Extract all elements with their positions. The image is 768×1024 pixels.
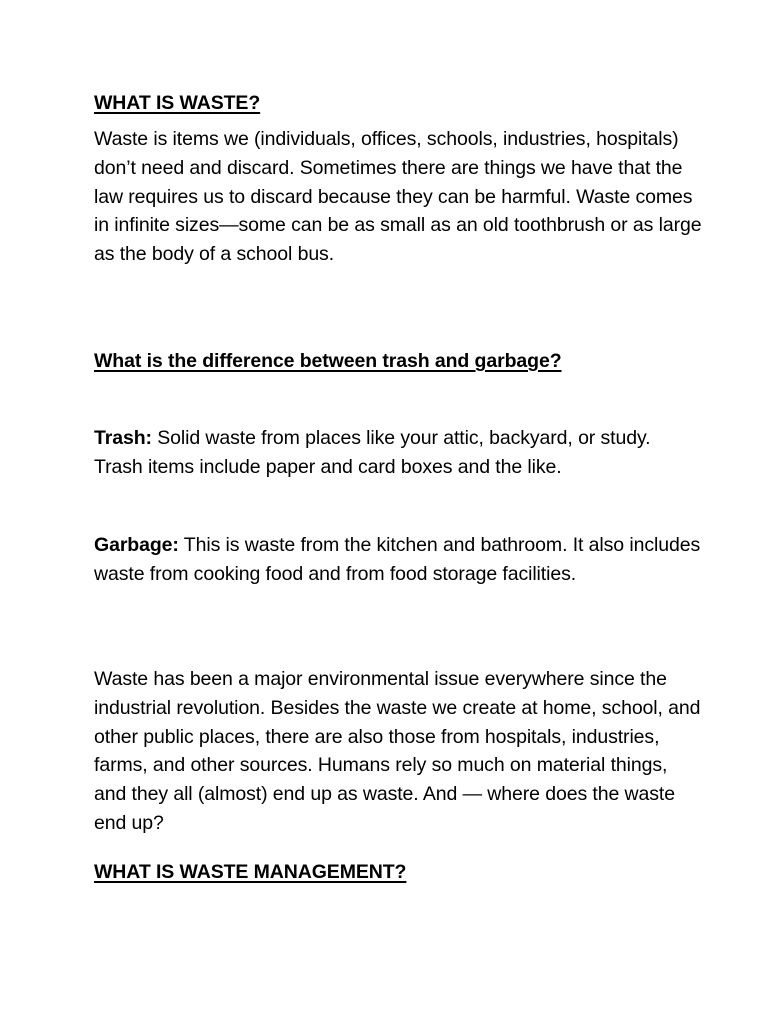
paragraph-waste-definition: Waste is items we (individuals, offices, schools, industries, hospitals) don’t need and discard. Sometimes there are things we have that the law requires us to discard because they can be harmful. Waste comes in infinite sizes—some can be as small as an old toothbrush or as large as the body of a school bus. <box>94 128 702 266</box>
paragraph-trash-definition <box>94 424 704 482</box>
paragraph-garbage-definition <box>94 531 704 589</box>
heading-what-is-waste-management: WHAT IS WASTE MANAGEMENT? <box>94 861 407 883</box>
trash-definition-text: Solid waste from places like your attic, backyard, or study. Trash items include paper and card boxes and the like. <box>94 427 651 478</box>
term-trash: Trash: <box>94 427 152 449</box>
garbage-definition-text: This is waste from the kitchen and bathroom. It also includes waste from cooking food and from food storage facilities. <box>94 534 701 585</box>
term-garbage: Garbage: <box>94 534 179 556</box>
heading-what-is-waste: WHAT IS WASTE? <box>94 92 261 114</box>
paragraph-environmental-issue: Waste has been a major environmental issue everywhere since the industrial revolution. Besides the waste we create at home, school, and other public places, there are also those from hospitals, industries, farms, and other sources. Humans rely so much on material things, and they all (almost) end up as waste. And — where does the waste end up? <box>94 668 701 834</box>
heading-trash-vs-garbage: What is the difference between trash and garbage? <box>94 350 562 372</box>
